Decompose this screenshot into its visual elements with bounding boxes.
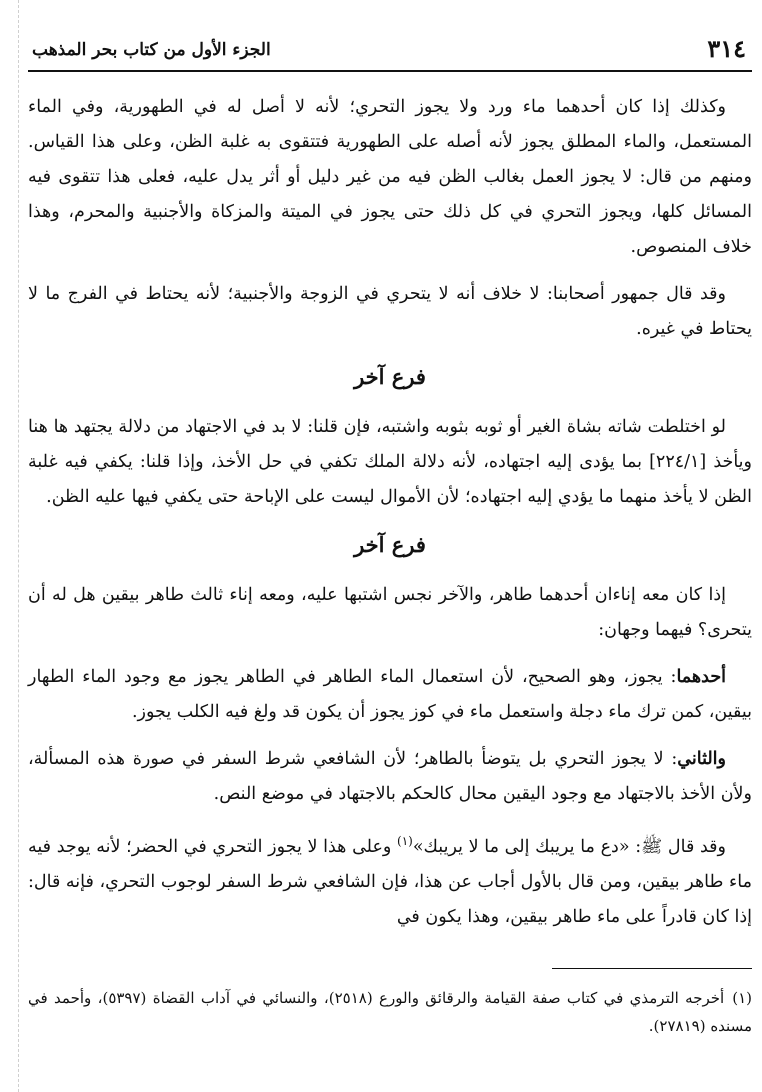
paragraph-6: [28, 742, 752, 812]
paragraph-5-lead: أحدهما: [676, 667, 726, 687]
paragraph-7-hadith: وقد قال ﷺ: «دع ما يريبك إلى ما لا يريبك»: [412, 836, 726, 857]
paragraph-5: [28, 660, 752, 730]
paragraph-6-lead: والثاني: [677, 749, 726, 769]
margin-guide-line: [18, 0, 19, 1092]
paragraph-4: إذا كان معه إناءان أحدهما طاهر، والآخر نجس اشتبها عليه، ومعه إناء ثالث طاهر بيقين هل له أن يتحرى؟ فيهما وجهان:: [28, 585, 752, 640]
paragraph-7: [28, 824, 752, 935]
book-title: الجزء الأول من كتاب بحر المذهب: [32, 40, 271, 60]
paragraph-5-body: : يجوز، وهو الصحيح، لأن استعمال الماء الطاهر في الطاهر يجوز مع وجود الماء الطهار بيقين، كمن ترك ماء دجلة واستعمل ماء في كوز يجوز أن يكون قد ولغ فيه الكلب يجوز.: [28, 667, 752, 722]
footnote: [28, 984, 752, 1040]
paragraph-2: وقد قال جمهور أصحابنا: لا خلاف أنه لا يتحري في الزوجة والأجنبية؛ لأنه يحتاط في الفرج ما لا يحتاط في غيره.: [28, 284, 752, 339]
document-page: [28, 0, 752, 1092]
paragraph-1: وكذلك إذا كان أحدهما ماء ورد ولا يجوز التحري؛ لأنه لا أصل له في الطهورية، وفي الماء المستعمل، والماء المطلق يجوز لأنه أصله على الطهورية فتتقوى به غلبة الظن، وعلى هذا القياس. ومنهم من قال: لا يجوز العمل بغالب الظن فيه من غير دليل أو أثر يدل عليه، فعلى هذا تتقوى فيه المسائل كلها، ويجوز التحري في كل ذلك حتى يجوز في الميتة والمزكاة والأجنبية والمحرم، وهذا خلاف المنصوص.: [28, 97, 752, 257]
footnote-text: أخرجه الترمذي في كتاب صفة القيامة والرقائق والورع (٢٥١٨)، والنسائي في آداب القضاة (٥٣٩٧)، وأحمد في مسنده (٢٧٨١٩).: [28, 989, 752, 1035]
main-text: [28, 90, 752, 947]
footnote-number: (١): [732, 989, 752, 1007]
paragraph-7-body: وعلى هذا لا يجوز التحري في الحضر؛ لأنه يوجد فيه ماء طاهر بيقين، ومن قال بالأول أجاب عن هذا، فإن الشافعي شرط السفر لوجوب التحري، فإنه قال: إذا كان قادراً على ماء طاهر بيقين، وهذا يكون في: [28, 836, 752, 927]
section-heading-1: فرع آخر: [354, 364, 426, 389]
page-header: [28, 34, 752, 72]
footnote-reference[interactable]: (١): [397, 834, 413, 848]
page-number: ٣١٤: [707, 34, 746, 63]
footnote-divider: [552, 968, 752, 969]
paragraph-3: لو اختلطت شاته بشاة الغير أو ثوبه بثوبه واشتبه، فإن قلنا: لا بد في الاجتهاد من دلالة يجتهد ها هنا ويأخذ [٢٢٤/١] بما يؤدى إليه اجتهاده، لأنه دلالة الملك تكفي في حل الأخذ، وإذا قلنا: يكفي فيه غلبة الظن لا يأخذ منهما ما يؤدي إليه اجتهاده؛ لأن الأموال ليست على الإباحة حتى يكفي فيها عليه الظن.: [28, 417, 752, 507]
section-heading-2: فرع آخر: [354, 532, 426, 557]
paragraph-6-body: : لا يجوز التحري بل يتوضأ بالطاهر؛ لأن الشافعي شرط السفر في صورة هذه المسألة، ولأن الأخذ بالاجتهاد مع وجود اليقين محال كالحكم بالاجتهاد في موضع النص.: [28, 749, 752, 804]
